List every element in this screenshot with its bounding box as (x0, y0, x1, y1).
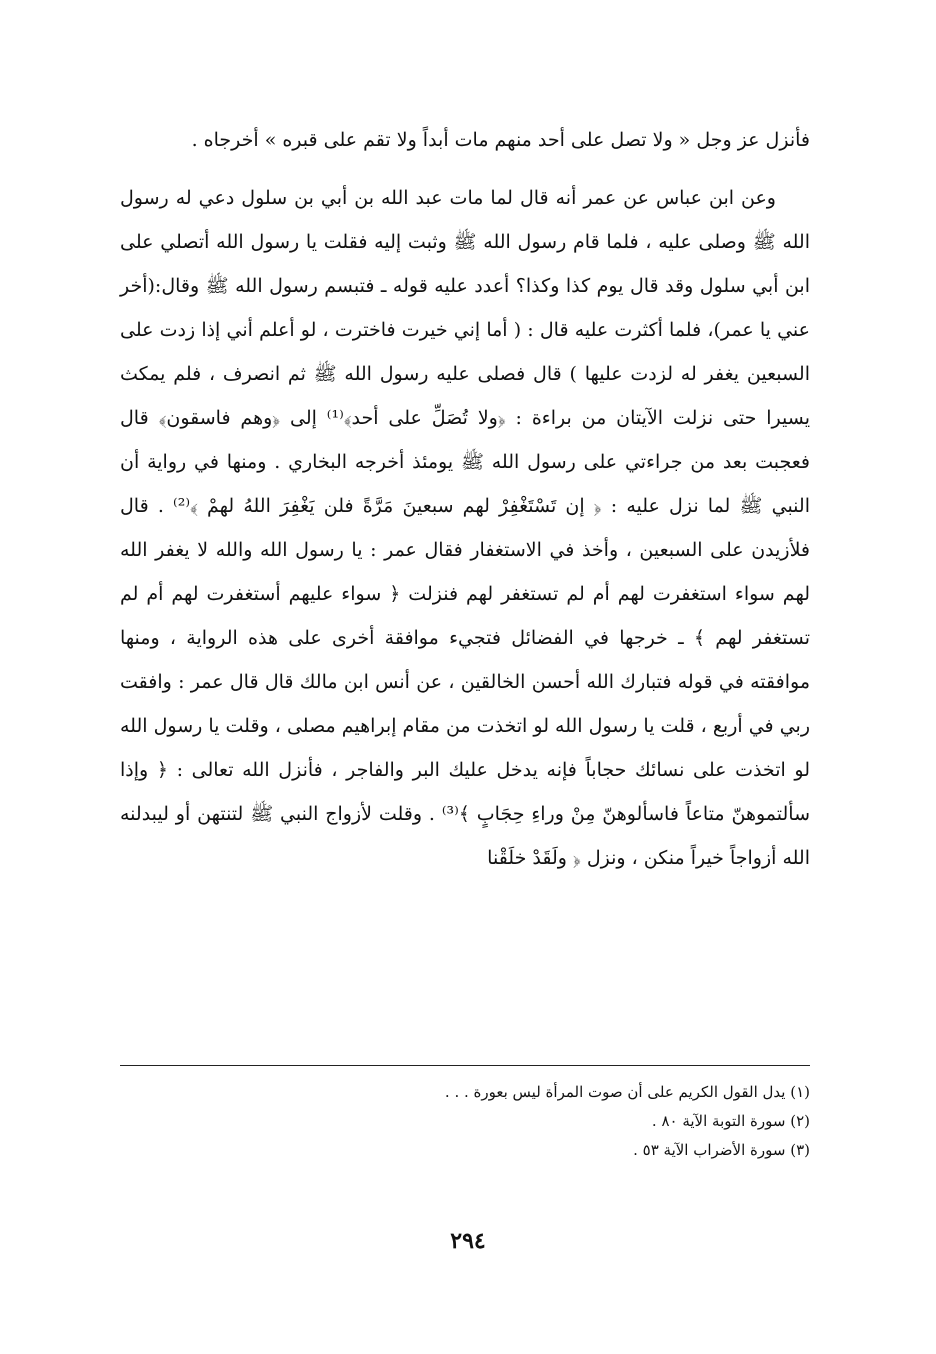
footnote-1: (١) يدل القول الكريم على أن صوت المرأة ليس بعورة . . . (444, 1083, 810, 1101)
footnote-2: (٢) سورة التوبة الآية ٨٠ . (651, 1112, 810, 1130)
footnote-separator (120, 1065, 810, 1066)
paragraph-2: وعن ابن عباس عن عمر أنه قال لما مات عبد الله بن أبي بن سلول دعي له رسول الله ﷺ وصلى عليه ، فلما قام رسول الله ﷺ وثبت إليه فقلت يا رسول الله أتصلي على ابن أبي سلول وقد قال يوم كذا وكذا؟ أعدد عليه قوله ـ فتبسم رسول الله ﷺ وقال:(أخر عني يا عمر)، فلما أكثرت عليه قال : ( أما إني خيرت فاخترت ، لو أعلم أني إذا زدت على السبعين يغفر له لزدت عليها ) قال فصلى عليه رسول الله ﷺ ثم انصرف ، فلم يمكث يسيرا حتى نزلت الآيتان من براءة : ﴿ولا تُصَلِّ على أحد﴾⁽¹⁾ إلى ﴿وهم فاسقون﴾ قال فعجبت بعد من جراءتي على رسول الله ﷺ يومئذ أخرجه البخاري . ومنها في رواية أن النبي ﷺ لما نزل عليه : ﴿ إن تَسْتَغْفِرْ لهم سبعينَ مَرَّةً فلن يَغْفِرَ اللهُ لهمْ ﴾⁽²⁾ . قال فلأزيدن على السبعين ، وأخذ في الاستغفار فقال عمر : يا رسول الله والله لا يغفر الله لهم سواء استغفرت لهم أم لم تستغفر لهم فنزلت ﴿ سواء عليهم أستغفرت لهم أم لم تستغفر لهم ﴾ ـ خرجها في الفضائل فتجيء موافقة أخرى على هذه الرواية ، ومنها موافقته في قوله فتبارك الله أحسن الخالقين ، عن أنس ابن مالك قال قال عمر : وافقت ربي في أربع ، قلت يا رسول الله لو اتخذت من مقام إبراهيم مصلى ، وقلت يا رسول الله لو اتخذت على نسائك حجاباً فإنه يدخل عليك البر والفاجر ، فأنزل الله تعالى : ﴿ وإذا سألتموهنّ متاعاً فاسألوهنّ مِنْ وراءِ حِجَابٍ ﴾⁽³⁾ . وقلت لأزواج النبي ﷺ لتنتهن أو ليبدلنه الله أزواجاً خيراً منكن ، ونزل ﴿ ولَقَدْ خلَقْنا (120, 187, 810, 869)
page-number: ٢٩٤ (450, 1228, 486, 1254)
main-text (120, 118, 810, 880)
footnotes (120, 1078, 810, 1165)
paragraph-1: فأنزل عز وجل « ولا تصل على أحد منهم مات أبداً ولا تقم على قبره » أخرجاه . (191, 129, 810, 151)
footnote-3: (٣) سورة الأضراب الآية ٥٣ . (633, 1141, 810, 1159)
